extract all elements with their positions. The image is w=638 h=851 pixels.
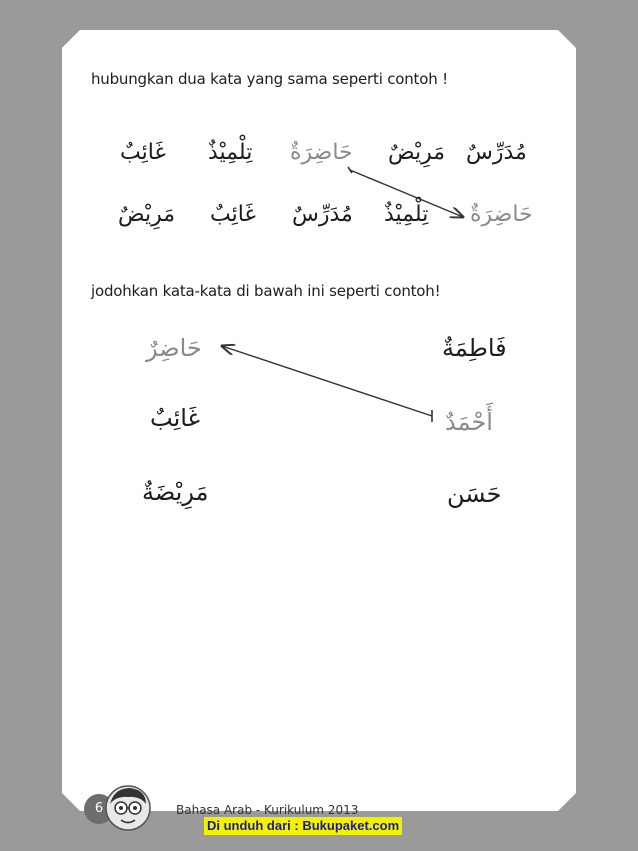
word-hadir: حَاضِرٌ: [146, 334, 202, 362]
instruction-match-words-below: jodohkan kata-kata di bawah ini seperti contoh!: [91, 282, 441, 300]
word-row2-1: حَاضِرَةٌ: [470, 202, 533, 227]
name-fatimah: فَاطِمَةٌ: [442, 334, 507, 362]
word-row2-2: تِلْمِيْذٌ: [384, 202, 429, 227]
word-row1-4: تِلْمِيْذٌ: [208, 140, 253, 165]
word-row1-2: مَرِيْضٌ: [388, 140, 445, 165]
example-line-2: [222, 346, 432, 422]
word-row2-5: مَرِيْضٌ: [118, 202, 175, 227]
word-ghaib: غَائِبٌ: [150, 404, 201, 432]
download-source-label[interactable]: Di unduh dari : Bukupaket.com: [204, 817, 402, 835]
word-maridhah: مَرِيْضَةٌ: [142, 478, 209, 506]
name-hasan: حَسَن: [447, 480, 502, 508]
book-title: Bahasa Arab - Kurikulum 2013: [176, 803, 359, 817]
instruction-match-same-words: hubungkan dua kata yang sama seperti contoh !: [91, 70, 448, 88]
page-number: 6: [84, 794, 114, 824]
word-row1-1: مُدَرِّسٌ: [466, 140, 527, 165]
word-row2-3: مُدَرِّسٌ: [292, 202, 353, 227]
word-row2-4: غَائِبٌ: [210, 202, 256, 227]
word-row1-3: حَاضِرَةٌ: [290, 140, 353, 165]
student-mascot-icon: [104, 784, 152, 832]
example-line-1: [348, 167, 463, 217]
name-ahmad: أَحْمَدٌ: [445, 408, 493, 436]
word-row1-5: غَائِبٌ: [120, 140, 166, 165]
